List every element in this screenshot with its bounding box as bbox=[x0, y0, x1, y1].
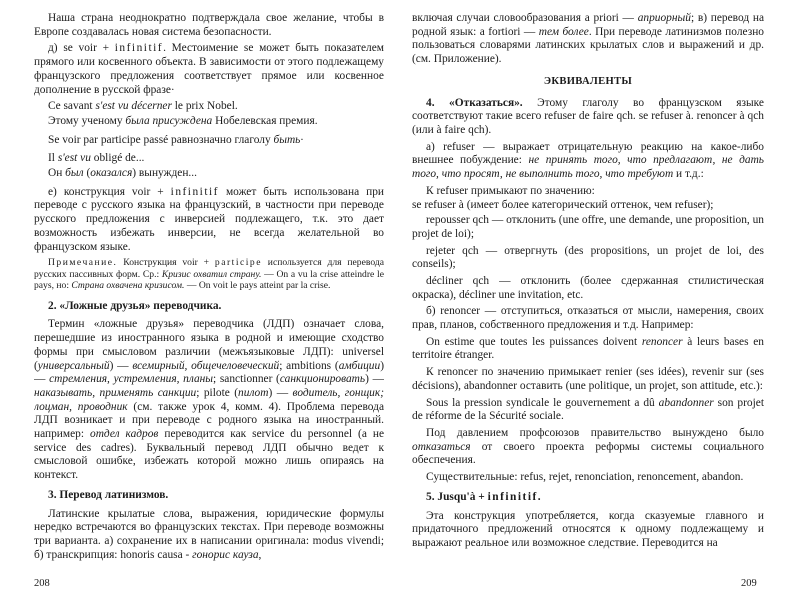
note: Примечание. Конструкция voir + participe используется для перевода русских пассивных форм. Ср.: Кризис охватил страну. — On a vu la crise atteindre le pays, но: Страна охвачена кризисом. — On voit le pays atteint par la crise. bbox=[34, 257, 384, 292]
example-rule: Se voir par participe passé равнозначно глаголу быть· bbox=[48, 133, 304, 146]
heading-false-friends: 2. «Ложные друзья» переводчика. bbox=[48, 299, 222, 312]
example-fr-abandonner: Sous la pression syndicale le gouvernement a dû abandonner son projet de réforme de la Sécurité sociale. bbox=[412, 396, 764, 423]
paragraph-false-friends: Термин «ложные друзья» переводчика (ЛДП) означает слова, перешедшие из иностранного языка в родной и имеющие сходство формы при смысловом различии (межъязыковые ЛДП): universel (универсальный) — всемирный, общечеловеческий; ambitions (амбиции) — стремления, устремления, планы; sanctionner (санкционировать) — наказывать, применять санкции; pilote (пилот) — водитель, гонщик; лоцман, проводник (см. также урок 4, комм. 4). Проблема перевода ЛДП возникает и при переводе с родного языка на иностранный. например: отдел кадров переводится как service du personnel (а не service des cadres). Буквальный перевод ЛДП обычно ведет к смысловой ошибке, избежать которой можно лишь опираясь на контекст. bbox=[34, 318, 384, 482]
example-ru-abandonner: Под давлением профсоюзов правительство вынуждено было отказаться от своего проекта реформы системы социального обеспечения. bbox=[412, 426, 764, 467]
paragraph-nouns: Существительные: refus, rejet, renonciation, renoncement, abandon. bbox=[426, 471, 744, 484]
paragraph-refuser: а) refuser — выражает отрицательную реакцию на какое-либо внешнее побуждение: не принять того, что предлагают, не дать того, что просят, не выполнить того, что требуют и т.д.: bbox=[412, 140, 764, 181]
example-fr-1: Ce savant s'est vu décerner le prix Nobel. bbox=[48, 100, 238, 113]
heading-jusqua: 5. Jusqu'à + infinitif. bbox=[426, 490, 543, 503]
paragraph-se-voir: д) se voir + infinitif. Местоимение se может быть показателем прямого или косвенного объекта. В зависимости от этого подлежащему французского предложения соответствует прямое или косвенное дополнение в русской фразе· bbox=[34, 42, 384, 96]
paragraph-renoncer: б) renoncer — отступиться, отказаться от мысли, намерения, своих прав, планов, собственного предложения и т.д. Например: bbox=[412, 305, 764, 332]
heading-latinisms: 3. Перевод латинизмов. bbox=[48, 488, 169, 501]
paragraph-renoncer-synonyms: К renoncer по значению примыкает renier (ses idées), revenir sur (ses décisions), abandonner оставить (une politique, un projet, son attitude, etc.): bbox=[412, 366, 764, 392]
example-renoncer: On estime que toutes les puissances doivent renoncer à leurs bases en territoire étranger. bbox=[412, 335, 764, 362]
section-title-equivalents: ЭКВИВАЛЕНТЫ bbox=[543, 75, 633, 87]
synonym-se-refuser: se refuser à (имеет более категорический оттенок, чем refuser); bbox=[412, 199, 714, 212]
example-ru-1: Этому ученому была присуждена Нобелевская премия. bbox=[48, 114, 318, 127]
page-number-right: 209 bbox=[741, 578, 757, 589]
paragraph-jusqua: Эта конструкция употребляется, когда сказуемые главного и придаточного предложений относятся к одному подлежащему и выражают реальное или возможное следствие. Переводится на bbox=[412, 509, 764, 549]
synonym-repousser: repousser qch — отклонить (une offre, une demande, une proposition, un projet de loi); bbox=[412, 214, 764, 240]
right-page bbox=[412, 12, 764, 588]
paragraph-security: Наша страна неоднократно подтверждала свое желание, чтобы в Европе создавалась новая система безопасности. bbox=[34, 12, 384, 38]
synonym-rejeter: rejeter qch — отвергнуть (des propositions, un projet de loi, des conseils); bbox=[412, 244, 764, 271]
synonym-decliner: décliner qch — отклонить (более сдержанная стилистическая окраска), décliner une invitation, etc. bbox=[412, 274, 764, 301]
paragraph-refuser-synonyms: К refuser примыкают по значению: bbox=[426, 184, 595, 197]
page-number-left: 208 bbox=[34, 578, 50, 589]
left-page bbox=[34, 12, 384, 588]
paragraph-latinisms: Латинские крылатые слова, выражения, юридические формулы нередко встречаются во французских текстах. При переводе возможны три варианта. а) сохранение их в написании оригинала: modus vivendi; б) транскрипция: honoris causa - гонорис кауза, bbox=[34, 507, 384, 561]
paragraph-refuse: 4. «Отказаться». Этому глаголу во французском языке соответствуют такие всего refuser de faire qch. se refuser à. renoncer à qch (или à faire qch). bbox=[412, 96, 764, 136]
paragraph-voir-infinitif: е) конструкция voir + infinitif может быть использована при переводе с русского языка на французский, в частности при переводе русского предложения с инверсией подлежащего, т.к. это дает возможность избежать инверсии, не всегда желательной во французском языке. bbox=[34, 185, 384, 253]
paragraph-latin-continued: включая случаи словообразования a priori — априорный; в) перевод на родной язык: a fortiori — тем более. При переводе латинизмов полезно пользоваться словарями латинских крылатых слов и выражений и др. (см. Приложение). bbox=[412, 12, 764, 66]
example-fr-2: Il s'est vu obligé de... bbox=[48, 152, 145, 165]
example-ru-2: Он был (оказался) вынужден... bbox=[48, 167, 197, 180]
